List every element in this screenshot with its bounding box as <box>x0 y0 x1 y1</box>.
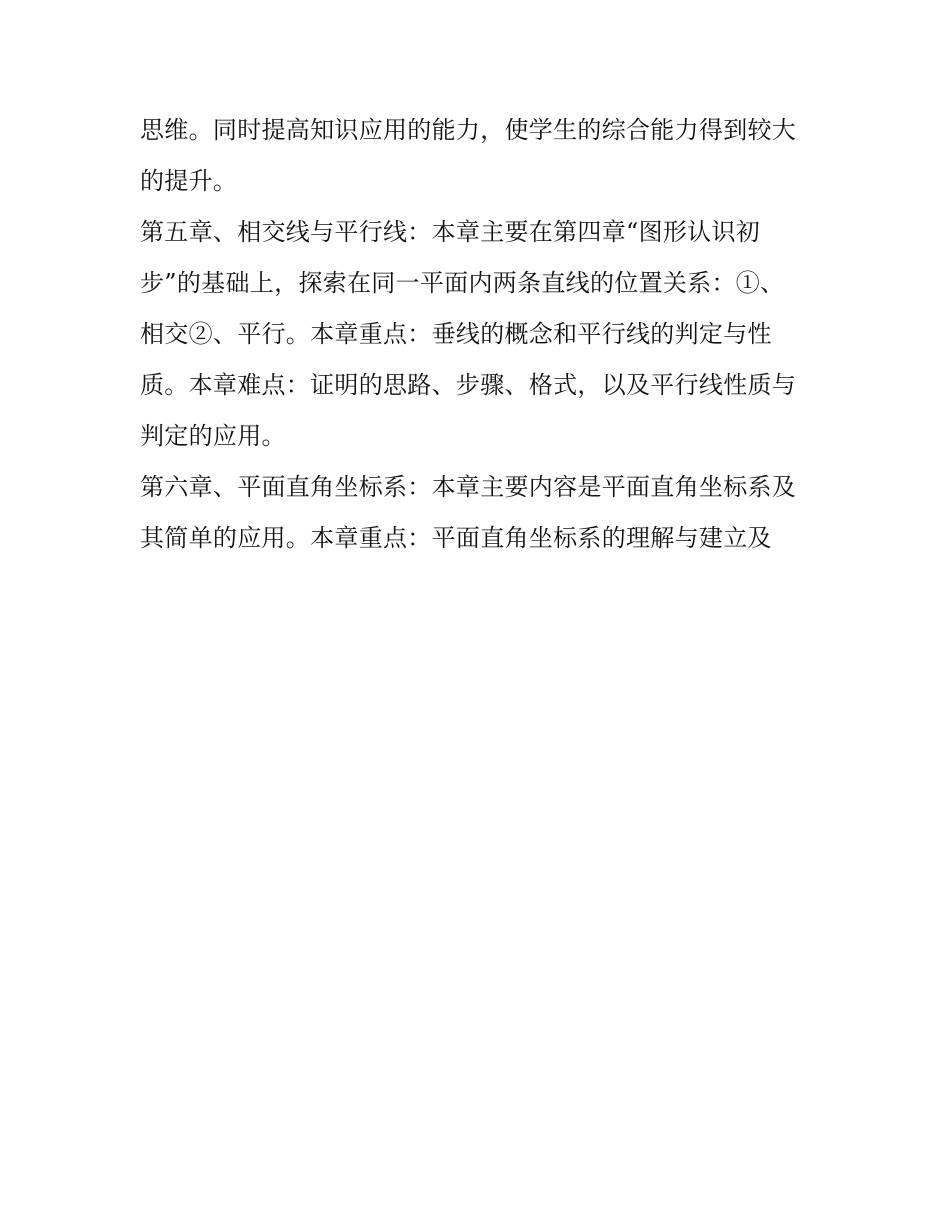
body-text <box>140 105 830 564</box>
text-line: 判定的应用。 <box>140 422 286 450</box>
text-line: 第六章、平面直角坐标系：本章主要内容是平面直角坐标系及 <box>140 473 797 501</box>
text-line: 步”的基础上，探索在同一平面内两条直线的位置关系：①、 <box>140 269 785 297</box>
text-line: 第五章、相交线与平行线：本章主要在第四章“图形认识初 <box>140 218 761 246</box>
text-line: 其简单的应用。本章重点：平面直角坐标系的理解与建立及 <box>140 524 772 552</box>
text-line: 质。本章难点：证明的思路、步骤、格式，以及平行线性质与 <box>140 371 797 399</box>
text-line: 思维。同时提高知识应用的能力，使学生的综合能力得到较大 <box>140 116 797 144</box>
text-line: 相交②、平行。本章重点：垂线的概念和平行线的判定与性 <box>140 320 772 348</box>
text-line: 的提升。 <box>140 167 238 195</box>
